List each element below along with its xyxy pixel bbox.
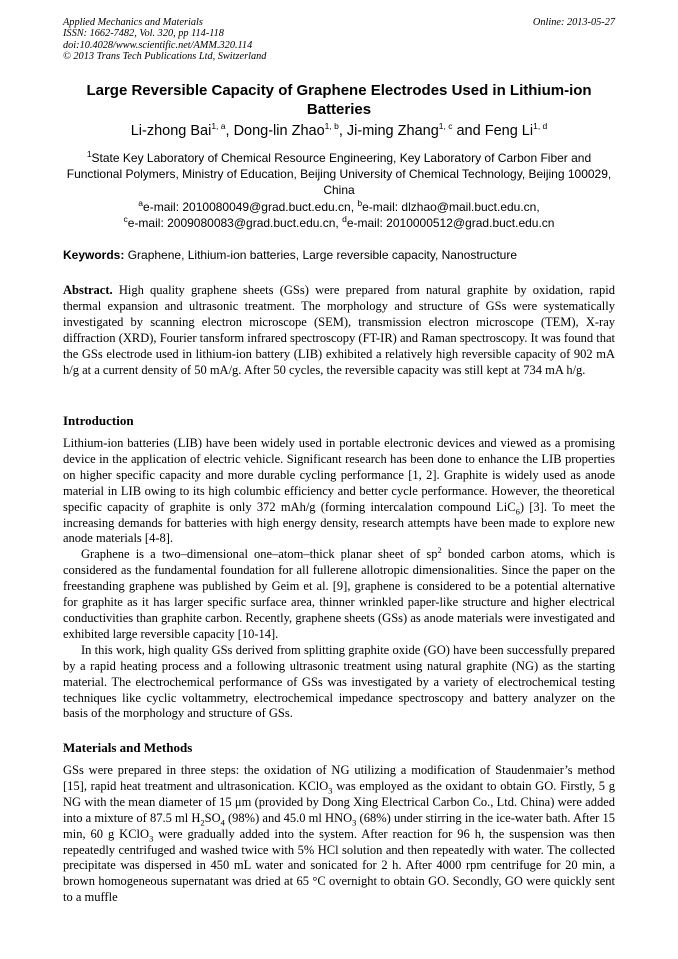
email-list: [63, 199, 615, 231]
subscript: 3: [328, 785, 333, 796]
affiliation-sup: 1: [86, 149, 92, 159]
introduction-heading: Introduction: [63, 413, 134, 428]
paragraph-text: (68%) under stirring in the ice-water bath. After 15 min, 60 g KClO: [63, 810, 615, 841]
abstract-text: High quality graphene sheets (GSs) were prepared from natural graphite by oxidation, rapid thermal expansion and ultrasonic treatment. The morphology and structure of GSs were systematically investigated by scanning electron microscope (SEM), transmission electron microscope (TEM), X-ray diffraction (XRD), Fourier tansform infrared spectroscopy (FT-IR) and Raman spectroscopy. It was found that the GSs electrode used in lithium-ion battery (LIB) exhibited a relatively high reversible capacity of 902 mA h/g at a current density of 50 mA/g. After 50 cycles, the reversible capacity was still kept at 734 mA h/g.: [63, 283, 615, 377]
journal-issn: ISSN: 1662-7482, Vol. 320, pp 114-118: [63, 28, 224, 40]
subscript: 4: [220, 817, 225, 828]
author-separator: ,: [338, 123, 347, 139]
journal-name: Applied Mechanics and Materials: [63, 17, 203, 28]
email-c: e-mail: 2009080083@grad.buct.edu.cn,: [127, 216, 343, 230]
author-sup: 1, c: [438, 121, 453, 132]
paragraph-text: were gradually added into the system. After reaction for 96 h, the suspension was then repeatedly centrifuged and washed twice with 5% HCl solution and then repeatedly with water. The collected precipitate was dispersed in 450 mL water and sonicated for 2 h. After 4000 rpm centrifuge for 20 min, a brown homogeneous supernatant was dried at 65 °C overnight to obtain GO. Secondly, GO were quickly sent to a muffle: [63, 826, 616, 905]
journal-copyright: © 2013 Trans Tech Publications Ltd, Switzerland: [63, 50, 267, 62]
paragraph-text: Graphene is a two–dimensional one–atom–thick planar sheet of sp: [81, 547, 438, 562]
email-a: e-mail: 2010080049@grad.buct.edu.cn,: [143, 200, 358, 214]
subscript: 3: [149, 833, 154, 844]
abstract: [63, 283, 615, 378]
paragraph-text: was employed as the oxidant to obtain GO. Firstly, 5 g NG with the mean diameter of 15 μm (provided by Dong Xing Electrical Carbon Co., Ltd. China) were added into a mixture of 87.5 ml H: [63, 778, 615, 825]
affiliation: [63, 150, 615, 198]
keywords-text: Graphene, Lithium-ion batteries, Large reversible capacity, Nanostructure: [124, 248, 518, 262]
subscript: 6: [515, 506, 520, 517]
introduction-body: [63, 436, 615, 722]
superscript: 2: [437, 545, 442, 556]
keywords: [63, 247, 615, 263]
paragraph-text: ) [3]. To meet the increasing demands for batteries with high energy density, research attempts have been made to explore new anode materials [4-8].: [63, 499, 615, 546]
subscript: 2: [200, 817, 205, 828]
methods-body: [63, 763, 615, 906]
paragraph: In this work, high quality GSs derived from splitting graphite oxide (GO) have been successfully prepared by a rapid heating process and a following ultrasonic treatment using natural graphite (NG) as the starting material. The electrochemical performance of GSs was investigated by a variety of electrochemical testing techniques like cyclic voltammetry, electrochemical impedance spectroscopy and battery analyzer on the basis of the morphology and structure of GSs.: [63, 642, 615, 721]
paragraph: [63, 436, 615, 547]
author-list: [63, 122, 615, 140]
email-b: e-mail: dlzhao@mail.buct.edu.cn,: [362, 200, 540, 214]
author-sup: 1, a: [211, 121, 226, 132]
email-sup: b: [357, 198, 363, 208]
email-sup: c: [123, 214, 128, 224]
author-sup: 1, d: [533, 121, 548, 132]
author-name: Ji-ming Zhang: [346, 123, 439, 139]
paper-title: Large Reversible Capacity of Graphene Electrodes Used in Lithium-ion Batteries: [86, 82, 592, 118]
paragraph-text: GSs were prepared in three steps: the oxidation of NG utilizing a modification of Staudenmaier’s method [15], rapid heat treatment and ultrasonication. KClO: [63, 763, 615, 793]
paragraph-text: SO: [204, 810, 221, 825]
paragraph-text: (98%) and 45.0 ml HNO: [224, 810, 353, 825]
email-sup: a: [138, 198, 144, 208]
author-separator: ,: [225, 123, 234, 139]
online-date: Online: 2013-05-27: [532, 17, 615, 28]
affiliation-text: State Key Laboratory of Chemical Resource Engineering, Key Laboratory of Carbon Fiber and Functional Polymers, Ministry of Education, Beijing University of Chemical Technology, Beijing 100029, China: [66, 151, 612, 197]
paragraph: [63, 547, 615, 642]
journal-header: [63, 17, 615, 62]
abstract-label: Abstract.: [63, 283, 113, 297]
email-d: e-mail: 2010000512@grad.buct.edu.cn: [346, 216, 555, 230]
subscript: 3: [352, 817, 357, 828]
author-sup: 1, b: [324, 121, 339, 132]
methods-heading: Materials and Methods: [63, 740, 193, 755]
paragraph: [63, 763, 615, 906]
author-name: Li-zhong Bai: [130, 123, 212, 139]
author-name: Dong-lin Zhao: [233, 123, 325, 139]
author-separator: and: [452, 123, 485, 139]
paragraph-text: bonded carbon atoms, which is considered as the fundamental foundation for all fullerene allotropic dimensionalities. Since the paper on the freestanding graphene was published by Geim et al. [9], graphene is considered to be a potential alternative for graphite as it has larger specific surface area, thinner wrinkled paper-like structure and higher electrical conductivities than graphite carbon. Recently, graphene sheets (GSs) as anode materials were investigated and exhibited large reversible capacity [10-14].: [63, 547, 615, 641]
keywords-label: Keywords:: [63, 248, 125, 262]
email-sup: d: [342, 214, 347, 224]
journal-doi: doi:10.4028/www.scientific.net/AMM.320.114: [63, 39, 253, 51]
paragraph-text: Lithium-ion batteries (LIB) have been widely used in portable electronic devices and viewed as a promising device in the application of electric vehicle. Significant research has been done to enhance the LIB properties on higher specific capacity and more durable cycling performance [1, 2]. Graphite is widely used as anode material in LIB owing to its high columbic efficiency and better cycle performance. However, the theoretical specific capacity of graphite is only 372 mAh/g (forming intercalation compound LiC: [63, 436, 615, 514]
author-name: Feng Li: [484, 123, 534, 139]
